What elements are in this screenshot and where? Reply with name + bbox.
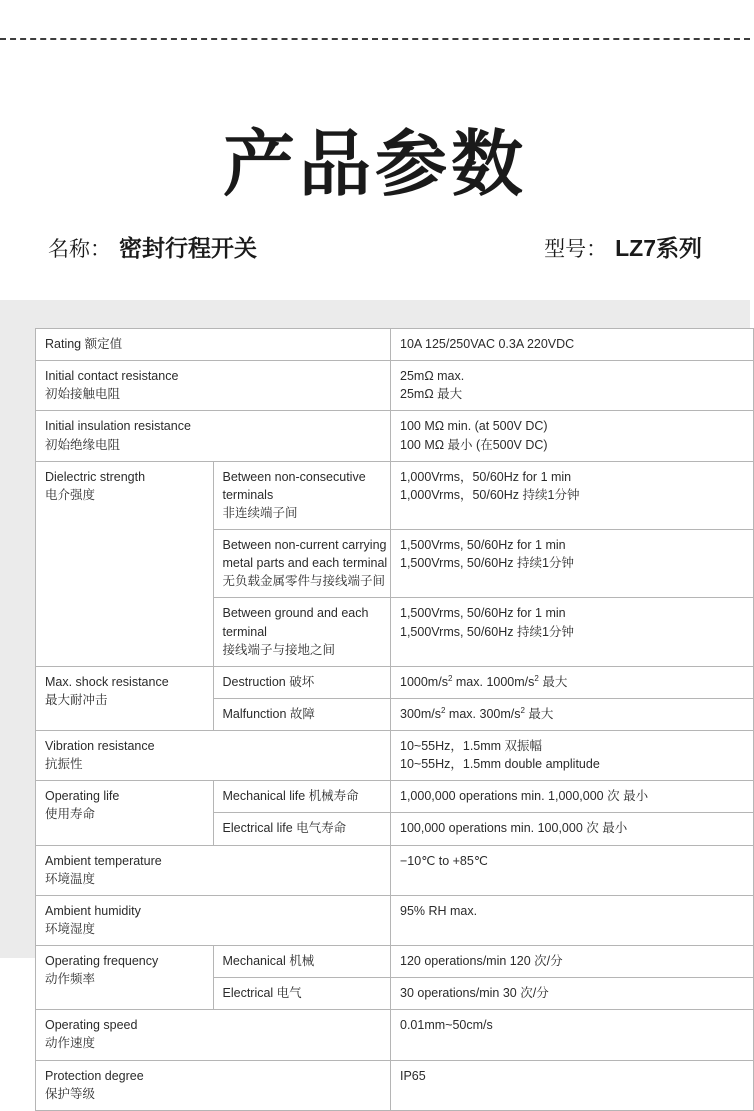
- cell-line: Protection degree: [45, 1068, 144, 1083]
- table-row: [36, 361, 754, 411]
- cell-line: Between non-consecutive: [222, 469, 366, 484]
- cell-line: Operating life: [45, 789, 120, 804]
- cell-line: 电介强度: [45, 487, 96, 502]
- cell-line: Initial contact resistance: [45, 369, 179, 384]
- spec-value-cell: [391, 731, 754, 781]
- cell-line: Destruction 破坏: [222, 674, 315, 689]
- cell-line: 环境温度: [45, 871, 96, 886]
- cell-line: 动作速度: [45, 1036, 96, 1051]
- cell-line: 1,000,000 operations min. 1,000,000 次 最小: [400, 789, 649, 804]
- table-row: [36, 895, 754, 945]
- spec-value-cell: [391, 813, 754, 845]
- spec-label-cell: [36, 845, 391, 895]
- cell-line: $1000m/s^2$ max. $1000m/s^2$ 最大: [400, 673, 568, 689]
- cell-line: Ambient temperature: [45, 853, 162, 868]
- spec-value-cell: [391, 329, 754, 361]
- cell-line: metal parts and each terminal: [222, 556, 388, 571]
- spec-label-cell: [36, 781, 214, 845]
- spec-value-cell: [391, 530, 754, 598]
- spec-label-cell: [36, 731, 391, 781]
- cell-line: 25mΩ max.: [400, 369, 465, 384]
- cell-line: 无负载金属零件与接线端子间: [222, 574, 386, 589]
- product-model-group: [544, 230, 702, 263]
- cell-line: 保护等级: [45, 1086, 96, 1101]
- table-row: [36, 946, 754, 978]
- spec-value-cell: [391, 946, 754, 978]
- cell-line: 10~55Hz，1.5mm 双振幅: [400, 739, 543, 753]
- cell-line: 非连续端子间: [222, 505, 298, 520]
- cell-line: 30 operations/min 30 次/分: [400, 986, 549, 1001]
- spec-value-cell: [391, 978, 754, 1010]
- spec-value-cell: [391, 845, 754, 895]
- table-row: [36, 411, 754, 461]
- cell-line: Between non-current carrying: [222, 538, 387, 552]
- spec-value-cell: [391, 1010, 754, 1060]
- cell-line: Electrical 电气: [222, 986, 302, 1001]
- cell-line: Malfunction 故障: [222, 706, 315, 721]
- cell-line: 100,000 operations min. 100,000 次 最小: [400, 821, 628, 836]
- cell-line: 1,500Vrms, 50/60Hz 持续1分钟: [400, 556, 574, 571]
- spec-sublabel-cell: [213, 461, 391, 529]
- cell-line: Vibration resistance: [45, 739, 155, 753]
- cell-line: Dielectric strength: [45, 469, 146, 484]
- cell-line: 100 MΩ 最小 (在500V DC): [400, 437, 548, 452]
- spec-value-cell: [391, 461, 754, 529]
- spec-label-cell: [36, 361, 391, 411]
- spec-table: [35, 328, 754, 1111]
- spec-value-cell: [391, 361, 754, 411]
- product-name-value: 密封行程开关: [119, 235, 257, 261]
- cell-line: Mechanical life 机械寿命: [222, 789, 359, 804]
- cell-line: $300m/s^2$ max. $300m/s^2$ 最大: [400, 705, 554, 721]
- cell-line: 抗振性: [45, 757, 83, 772]
- spec-sublabel-cell: [213, 781, 391, 813]
- cell-line: 环境湿度: [45, 921, 96, 936]
- table-row: [36, 781, 754, 813]
- page-title: 产品参数: [222, 122, 527, 206]
- cell-line: 初始接触电阻: [45, 387, 121, 402]
- cell-line: 1,000Vrms，50/60Hz 持续1分钟: [400, 487, 580, 502]
- spec-value-cell: [391, 895, 754, 945]
- cell-line: Ambient humidity: [45, 903, 141, 918]
- product-model-value: LZ7系列: [615, 235, 702, 261]
- cell-line: 1,500Vrms, 50/60Hz for 1 min: [400, 538, 566, 552]
- spec-label-cell: [36, 329, 391, 361]
- spec-value-cell: [391, 1060, 754, 1110]
- cell-line: 25mΩ 最大: [400, 387, 463, 402]
- spec-sublabel-cell: [213, 813, 391, 845]
- cell-line: 动作频率: [45, 972, 96, 987]
- table-row: [36, 1060, 754, 1110]
- spec-label-cell: [36, 946, 214, 1010]
- cell-line: 1,000Vrms，50/60Hz for 1 min: [400, 469, 572, 484]
- spec-value-cell: [391, 411, 754, 461]
- spec-label-cell: [36, 1010, 391, 1060]
- spec-sublabel-cell: [213, 698, 391, 730]
- spec-label-cell: [36, 411, 391, 461]
- spec-table-wrapper: [35, 328, 715, 1111]
- table-row: [36, 461, 754, 529]
- cell-line: Max. shock resistance: [45, 674, 169, 689]
- cell-line: 100 MΩ min. (at 500V DC): [400, 419, 548, 434]
- cell-line: 接线端子与接地之间: [222, 642, 336, 657]
- spec-sublabel-cell: [213, 978, 391, 1010]
- product-name-label: 名称：: [48, 238, 111, 261]
- cell-line: −10℃ to +85℃: [400, 853, 488, 868]
- cell-line: IP65: [400, 1068, 426, 1083]
- cell-line: Operating frequency: [45, 954, 159, 968]
- cell-line: 最大耐冲击: [45, 692, 108, 707]
- cell-line: 使用寿命: [45, 807, 96, 822]
- spec-value-cell: [391, 781, 754, 813]
- cell-line: 120 operations/min 120 次/分: [400, 954, 563, 968]
- cell-line: Operating speed: [45, 1018, 138, 1033]
- table-row: [36, 1010, 754, 1060]
- table-row: [36, 845, 754, 895]
- cell-line: Between ground and each: [222, 606, 369, 621]
- spec-value-cell: [391, 698, 754, 730]
- table-row: [36, 731, 754, 781]
- spec-value-cell: [391, 598, 754, 666]
- cell-line: terminal: [222, 624, 267, 639]
- spec-sublabel-cell: [213, 946, 391, 978]
- product-model-label: 型号：: [544, 238, 608, 261]
- spec-label-cell: [36, 461, 214, 666]
- spec-label-cell: [36, 895, 391, 945]
- product-name-group: [48, 230, 257, 263]
- spec-value-cell: [391, 666, 754, 698]
- spec-sublabel-cell: [213, 530, 391, 598]
- cell-line: Rating 额定值: [45, 337, 123, 351]
- cell-line: 10A 125/250VAC 0.3A 220VDC: [400, 337, 575, 351]
- cell-line: Mechanical 机械: [222, 954, 315, 968]
- cell-line: 0.01mm~50cm/s: [400, 1018, 493, 1033]
- table-row: [36, 666, 754, 698]
- header-area: [0, 40, 750, 310]
- cell-line: 初始绝缘电阻: [45, 437, 121, 452]
- spec-label-cell: [36, 666, 214, 730]
- cell-line: terminals: [222, 487, 274, 502]
- cell-line: 1,500Vrms, 50/60Hz for 1 min: [400, 606, 566, 621]
- cell-line: 95% RH max.: [400, 903, 478, 918]
- cell-line: 10~55Hz，1.5mm double amplitude: [400, 757, 600, 772]
- cell-line: 1,500Vrms, 50/60Hz 持续1分钟: [400, 624, 574, 639]
- product-identity: [48, 230, 702, 290]
- spec-sublabel-cell: [213, 666, 391, 698]
- cell-line: Initial insulation resistance: [45, 419, 191, 434]
- cell-line: Electrical life 电气寿命: [222, 821, 347, 836]
- spec-label-cell: [36, 1060, 391, 1110]
- spec-sublabel-cell: [213, 598, 391, 666]
- table-row: [36, 329, 754, 361]
